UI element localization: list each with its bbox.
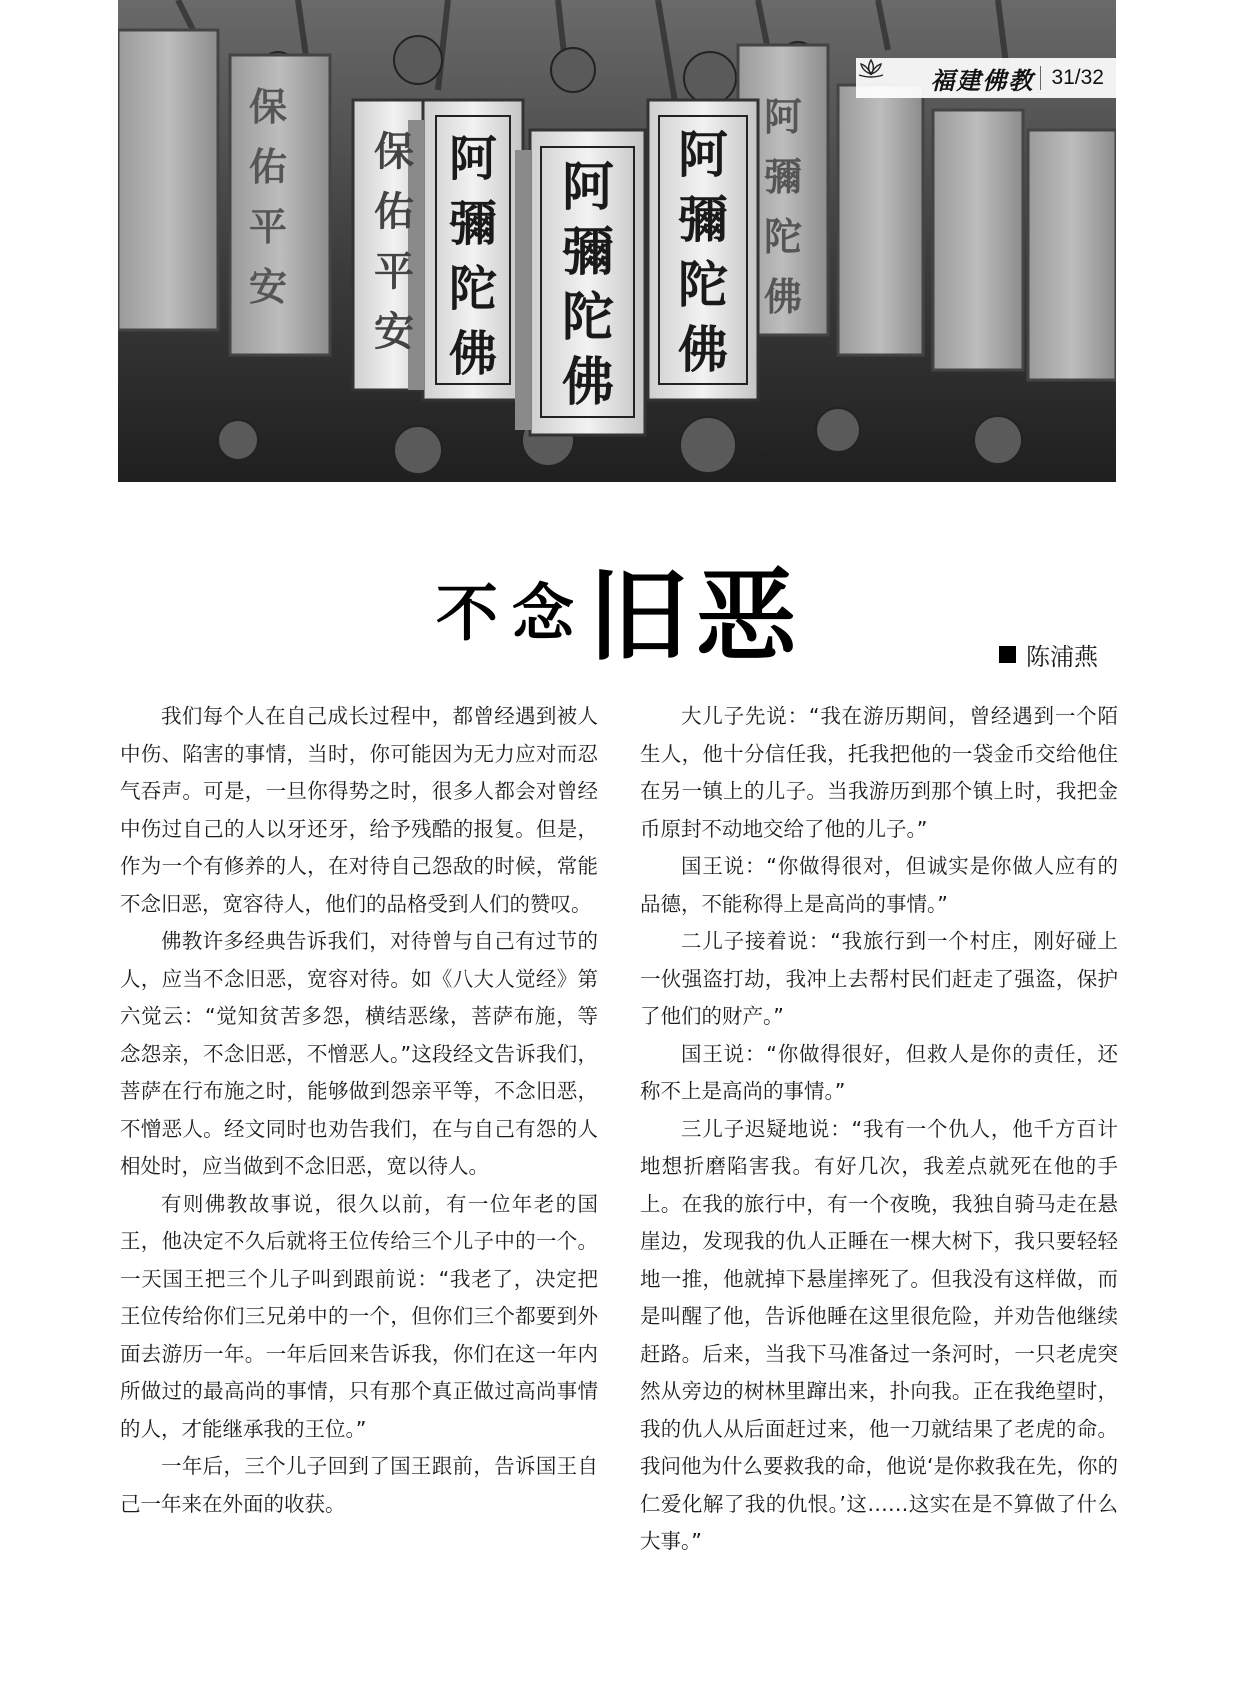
plaque-side-char: 平 (248, 204, 288, 249)
text-column-right (640, 698, 1118, 1561)
paragraph: 国王说：“你做得很好，但救人是你的责任，还称不上是高尚的事情。” (640, 1041, 1118, 1103)
plaque-char: 陀 (448, 261, 498, 317)
plaque-char: 彌 (678, 190, 728, 249)
author-byline (999, 637, 1098, 672)
plaque-char: 陀 (561, 287, 615, 348)
plaque-side-char: 保 (248, 84, 288, 129)
plaque-char: 佛 (678, 320, 728, 379)
plaque-side-char: 安 (374, 308, 414, 355)
paragraph: 我们每个人在自己成长过程中，都曾经遇到被人中伤、陷害的事情，当时，你可能因为无力应对而忍气吞声。可是，一旦你得势之时，很多人都会对曾经中伤过自己的人以牙还牙，给予残酷的报复。但是，作为一个有修养的人，在对待自己怨敌的时候，常能不念旧恶，宽容待人，他们的品格受到人们的赞叹。 (120, 704, 598, 916)
magazine-masthead (856, 58, 1116, 98)
masthead-divider (1040, 66, 1041, 90)
plaque-char: 陀 (678, 255, 728, 314)
plaque-char: 彌 (561, 222, 615, 283)
plaque-char: 阿 (448, 131, 498, 187)
paragraph: 二儿子接着说：“我旅行到一个村庄，刚好碰上一伙强盗打劫，我冲上去帮村民们赶走了强盗，保护了他们的财产。” (640, 929, 1118, 1028)
paragraph: 大儿子先说：“我在游历期间，曾经遇到一个陌生人，他十分信任我，托我把他的一袋金币交给他住在另一镇上的儿子。当我游历到那个镇上时，我把金币原封不动地交给了他的儿子。” (640, 704, 1118, 841)
paragraph: 三儿子迟疑地说：“我有一个仇人，他千方百计地想折磨陷害我。有好几次，我差点就死在他的手上。在我的旅行中，有一个夜晚，我独自骑马走在悬崖边，发现我的仇人正睡在一棵大树下，我只要轻轻地一推，他就掉下悬崖摔死了。但我没有这样做，而是叫醒了他，告诉他睡在这里很危险，并劝告他继续赶路。后来，当我下马准备过一条河时，一只老虎突然从旁边的树林里蹿出来，扑向我。正在我绝望时，我的仇人从后面赶过来，他一刀就结果了老虎的命。我问他为什么要救我的命，他说‘是你救我在先，你的仁爱化解了我的仇恨。’这……这实在是不算做了什么大事。” (640, 1116, 1119, 1553)
plaque-side-char: 彌 (763, 154, 803, 199)
plaque-char: 阿 (678, 125, 728, 184)
title-part-2: 旧恶 (588, 557, 804, 675)
plaque-side-char: 保 (374, 128, 414, 175)
title-part-1: 不念 (435, 576, 588, 650)
plaque-side-char: 安 (248, 264, 288, 309)
plaque-char: 彌 (448, 196, 498, 252)
plaque-char: 佛 (448, 326, 498, 382)
paragraph: 有则佛教故事说，很久以前，有一位年老的国王，他决定不久后就将王位传给三个儿子中的一个。一天国王把三个儿子叫到跟前说：“我老了，决定把王位传给你们三兄弟中的一个，但你们三个都要到外面去游历一年。一年后回来告诉我，你们在这一年内所做过的最高尚的事情，只有那个真正做过高尚事情的人，才能继承我的王位。” (120, 1191, 598, 1441)
header-photo (118, 0, 1116, 482)
plaque-side-char: 佑 (374, 188, 414, 235)
plaque-side-char: 阿 (763, 94, 803, 139)
text-column-left (120, 698, 598, 1523)
plaque-side-char: 佑 (248, 144, 288, 189)
author-name: 陈浦燕 (1026, 643, 1098, 671)
plaque-side-char: 陀 (763, 214, 803, 259)
plaque-side-char: 佛 (763, 274, 803, 319)
paragraph: 国王说：“你做得很对，但诚实是你做人应有的品德，不能称得上是高尚的事情。” (640, 854, 1118, 916)
square-bullet-icon (999, 646, 1016, 663)
page-number: 31/32 (1051, 66, 1104, 89)
plaque-side-char: 平 (374, 248, 414, 295)
lotus-logo-icon (856, 58, 886, 78)
paragraph: 佛教许多经典告诉我们，对待曾与自己有过节的人，应当不念旧恶，宽容对待。如《八大人觉经》第六觉云：“觉知贫苦多怨，横结恶缘，菩萨布施，等念怨亲，不念旧恶，不憎恶人。”这段经文告诉我们，菩萨在行布施之时，能够做到怨亲平等，不念旧恶，不憎恶人。经文同时也劝告我们，在与自己有怨的人相处时，应当做到不念旧恶，宽以待人。 (120, 929, 598, 1178)
plaque-char: 佛 (561, 352, 615, 413)
plaque-char: 阿 (561, 157, 615, 218)
paragraph: 一年后，三个儿子回到了国王跟前，告诉国王自己一年来在外面的收获。 (120, 1454, 598, 1516)
magazine-name: 福建佛教 (930, 65, 1035, 95)
